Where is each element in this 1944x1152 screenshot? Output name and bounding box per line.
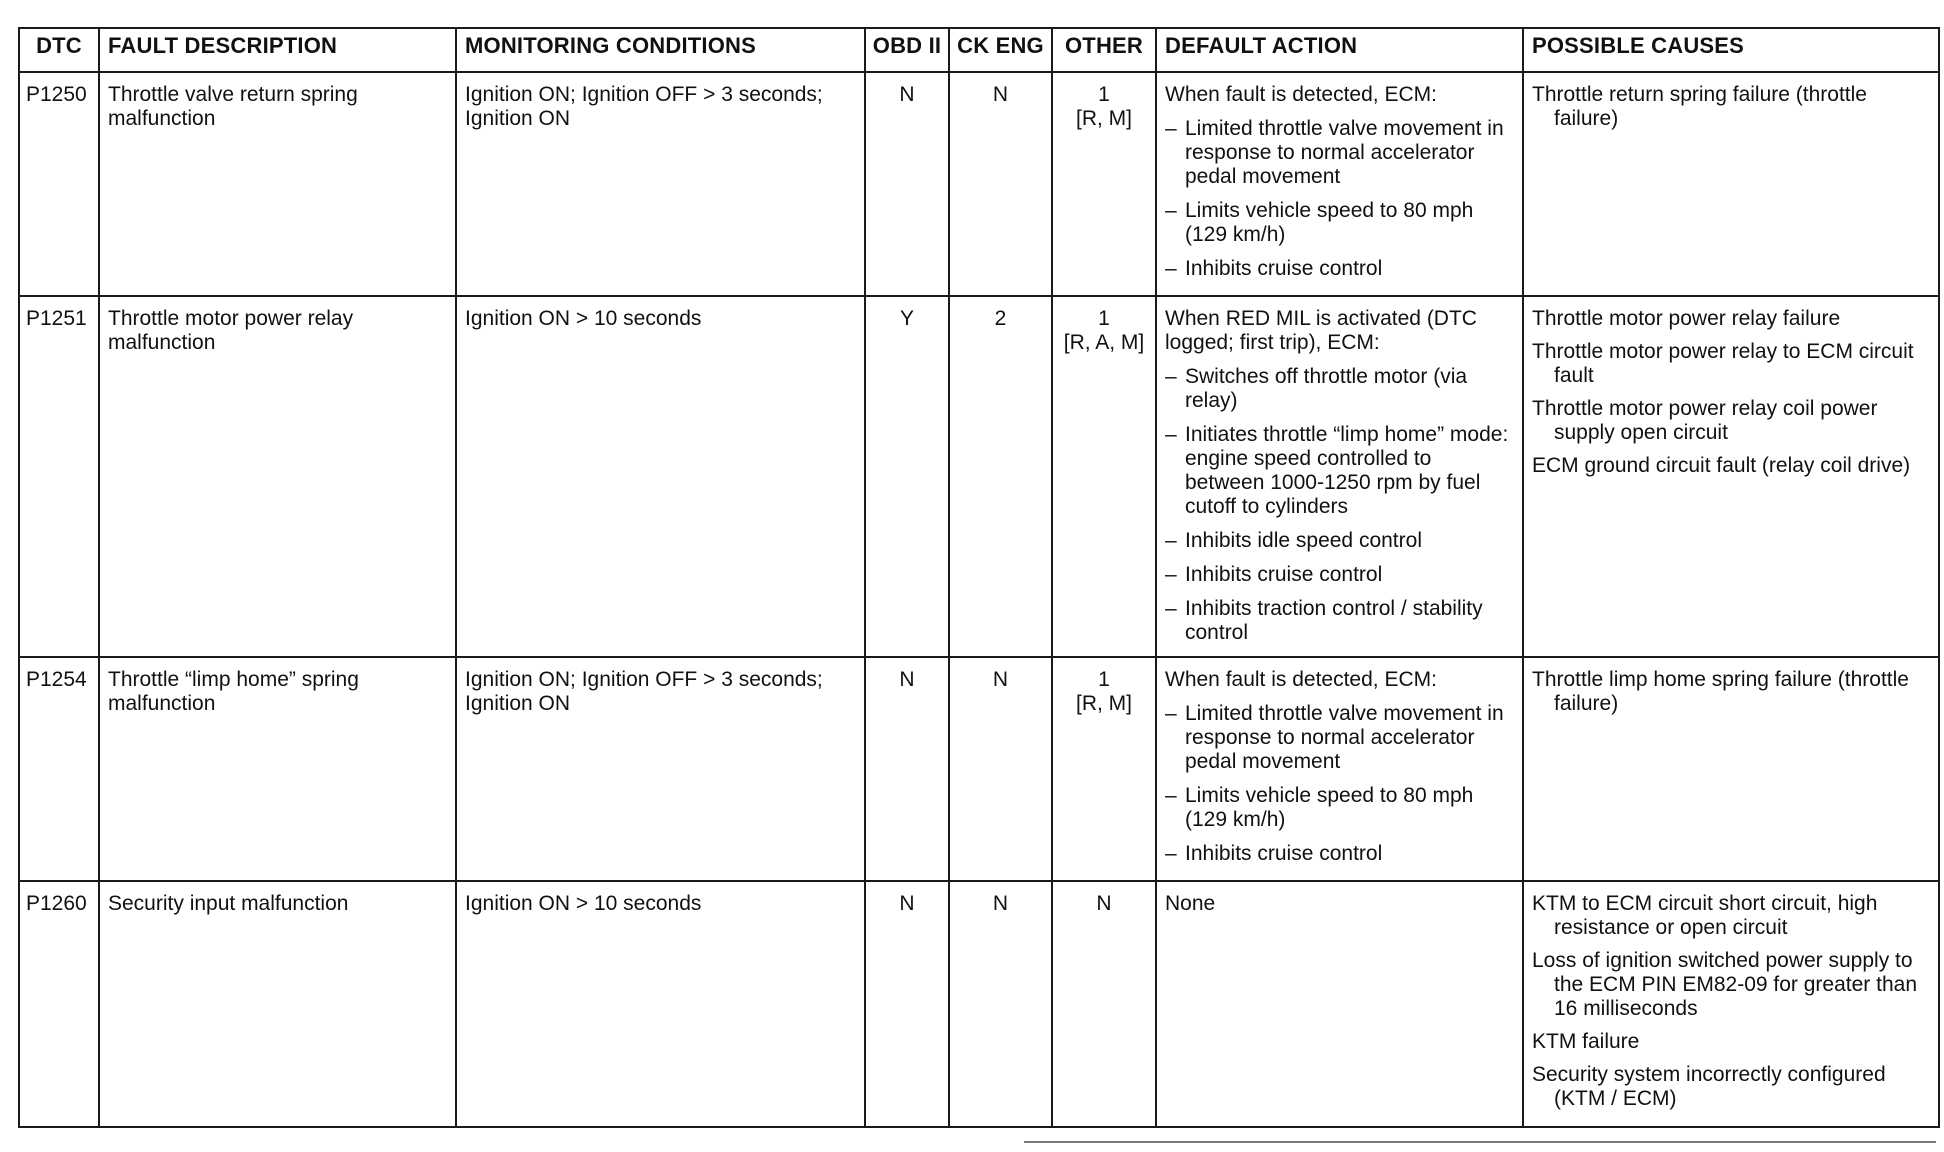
footer-rule	[1024, 1141, 1936, 1143]
possible-causes	[1523, 72, 1939, 296]
dtc-code: P1251	[19, 296, 99, 657]
other-value: 1	[1098, 668, 1110, 691]
possible-causes	[1523, 881, 1939, 1127]
header-obd-ii: OBD II	[865, 28, 949, 72]
header-dtc: DTC	[19, 28, 99, 72]
list-item: KTM failure	[1532, 1030, 1640, 1053]
possible-causes-list	[1532, 892, 1930, 1111]
table-row	[19, 296, 1939, 657]
header-monitoring-conditions: MONITORING CONDITIONS	[456, 28, 865, 72]
possible-causes	[1523, 296, 1939, 657]
ck-eng-value: N	[949, 881, 1052, 1127]
dtc-code: P1260	[19, 881, 99, 1127]
default-action	[1156, 881, 1523, 1127]
list-item: – Limited throttle valve movement in response to normal accelerator pedal movement	[1165, 117, 1514, 189]
monitoring-conditions: Ignition ON > 10 seconds	[456, 296, 865, 657]
list-item: – Limits vehicle speed to 80 mph (129 km/h)	[1165, 199, 1514, 247]
monitoring-conditions: Ignition ON; Ignition OFF > 3 seconds; Ignition ON	[456, 72, 865, 296]
default-action	[1156, 72, 1523, 296]
header-fault-description: FAULT DESCRIPTION	[99, 28, 456, 72]
default-action-list	[1165, 702, 1514, 866]
obd-ii-value: N	[865, 881, 949, 1127]
list-item: Throttle motor power relay failure	[1532, 307, 1841, 330]
other-cell	[1052, 296, 1156, 657]
default-action	[1156, 657, 1523, 881]
header-default-action: DEFAULT ACTION	[1156, 28, 1523, 72]
list-item: – Limited throttle valve movement in response to normal accelerator pedal movement	[1165, 702, 1514, 774]
obd-ii-value: Y	[865, 296, 949, 657]
default-action-list	[1165, 117, 1514, 281]
list-item: – Inhibits cruise control	[1165, 563, 1514, 587]
list-item: Loss of ignition switched power supply to the ECM PIN EM82-09 for greater than 16 milliseconds	[1532, 949, 1917, 1020]
other-cell	[1052, 657, 1156, 881]
other-value: 1	[1098, 83, 1110, 106]
list-item: Security system incorrectly configured (KTM / ECM)	[1532, 1063, 1886, 1110]
list-item: Throttle motor power relay to ECM circuit fault	[1532, 340, 1914, 387]
other-cell	[1052, 881, 1156, 1127]
dtc-code: P1250	[19, 72, 99, 296]
table-row	[19, 72, 1939, 296]
list-item: KTM to ECM circuit short circuit, high resistance or open circuit	[1532, 892, 1878, 939]
possible-causes-list	[1532, 307, 1930, 478]
fault-description: Throttle “limp home” spring malfunction	[99, 657, 456, 881]
default-action-list	[1165, 365, 1514, 645]
possible-causes-list	[1532, 668, 1930, 716]
list-item: Throttle return spring failure (throttle failure)	[1532, 83, 1867, 130]
list-item: Throttle limp home spring failure (throttle failure)	[1532, 668, 1909, 715]
obd-ii-value: N	[865, 657, 949, 881]
other-note: [R, M]	[1076, 692, 1132, 715]
list-item: – Limits vehicle speed to 80 mph (129 km/h)	[1165, 784, 1514, 832]
header-ck-eng: CK ENG	[949, 28, 1052, 72]
ck-eng-value: N	[949, 72, 1052, 296]
other-value: 1	[1098, 307, 1110, 330]
table-row	[19, 881, 1939, 1127]
ck-eng-value: 2	[949, 296, 1052, 657]
list-item: – Inhibits cruise control	[1165, 257, 1514, 281]
default-action-intro: None	[1165, 892, 1216, 915]
list-item: ECM ground circuit fault (relay coil drive)	[1532, 454, 1911, 477]
dtc-code: P1254	[19, 657, 99, 881]
list-item: – Initiates throttle “limp home” mode: engine speed controlled to between 1000-1250 rpm by fuel cutoff to cylinders	[1165, 423, 1514, 519]
other-value: N	[1096, 892, 1112, 915]
other-note: [R, A, M]	[1063, 331, 1145, 354]
default-action-intro: When fault is detected, ECM:	[1165, 668, 1437, 691]
fault-description: Throttle valve return spring malfunction	[99, 72, 456, 296]
list-item: – Inhibits idle speed control	[1165, 529, 1514, 553]
dtc-fault-table	[18, 27, 1940, 1128]
other-note: [R, M]	[1076, 107, 1132, 130]
possible-causes	[1523, 657, 1939, 881]
ck-eng-value: N	[949, 657, 1052, 881]
header-row	[19, 28, 1939, 72]
header-other: OTHER	[1052, 28, 1156, 72]
obd-ii-value: N	[865, 72, 949, 296]
monitoring-conditions: Ignition ON > 10 seconds	[456, 881, 865, 1127]
default-action-intro: When RED MIL is activated (DTC logged; first trip), ECM:	[1165, 307, 1477, 354]
default-action	[1156, 296, 1523, 657]
monitoring-conditions: Ignition ON; Ignition OFF > 3 seconds; Ignition ON	[456, 657, 865, 881]
other-cell	[1052, 72, 1156, 296]
list-item: – Inhibits traction control / stability control	[1165, 597, 1514, 645]
list-item: Throttle motor power relay coil power supply open circuit	[1532, 397, 1878, 444]
fault-description: Security input malfunction	[99, 881, 456, 1127]
header-possible-causes: POSSIBLE CAUSES	[1523, 28, 1939, 72]
list-item: – Switches off throttle motor (via relay)	[1165, 365, 1514, 413]
possible-causes-list	[1532, 83, 1930, 131]
table-row	[19, 657, 1939, 881]
list-item: – Inhibits cruise control	[1165, 842, 1514, 866]
default-action-intro: When fault is detected, ECM:	[1165, 83, 1437, 106]
fault-description: Throttle motor power relay malfunction	[99, 296, 456, 657]
